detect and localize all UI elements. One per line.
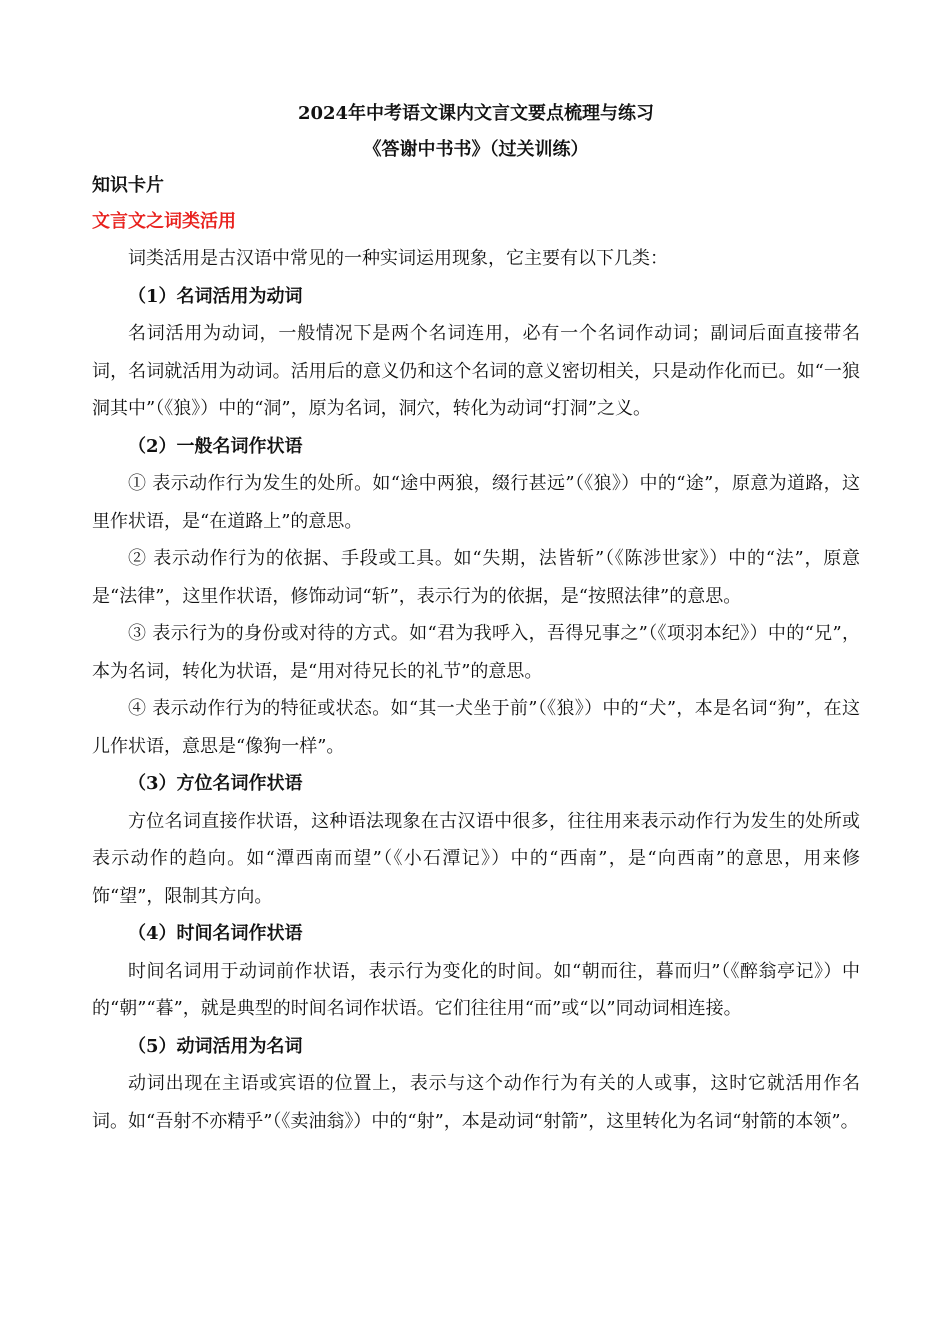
paragraph: ② 表示动作行为的依据、手段或工具。如“失期，法皆斩”（《陈涉世家》）中的“法”，原意是“法律”，这里作状语，修饰动词“斩”，表示行为的依据，是“按照法律”的意思。 [92,548,860,607]
paragraph: ③ 表示行为的身份或对待的方式。如“君为我呼入，吾得兄事之”（《项羽本纪》）中的“兄”，本为名词，转化为状语，是“用对待兄长的礼节”的意思。 [92,623,860,682]
heading-direction-noun: （3）方位名词作状语 [128,773,303,794]
heading-time-noun: （4）时间名词作状语 [128,923,303,944]
document-title: 2024年中考语文课内文言文要点梳理与练习 [297,103,655,124]
paragraph: 时间名词用于动词前作状语，表示行为变化的时间。如“朝而往，暮而归”（《醉翁亭记》）中的“朝”“暮”，就是典型的时间名词作状语。它们往往用“而”或“以”同动词相连接。 [92,960,860,1019]
paragraph: 名词活用为动词，一般情况下是两个名词连用，必有一个名词作动词；副词后面直接带名词，名词就活用为动词。活用后的意义仍和这个名词的意义密切相关，只是动作化而已。如“一狼洞其中”（《狼》）中的“洞”，原为名词，洞穴，转化为动词“打洞”之义。 [92,323,860,419]
paragraph: ① 表示动作行为发生的处所。如“途中两狼，缀行甚远”（《狼》）中的“途”，原意为道路，这里作状语，是“在道路上”的意思。 [92,473,860,532]
paragraph: ④ 表示动作行为的特征或状态。如“其一犬坐于前”（《狼》）中的“犬”，本是名词“狗”，在这儿作状语，意思是“像狗一样”。 [92,698,860,757]
heading-noun-as-adverbial: （2）一般名词作状语 [128,435,303,457]
card-label: 知识卡片 [92,175,164,196]
paragraph: 方位名词直接作状语，这种语法现象在古汉语中很多，往往用来表示动作行为发生的处所或表示动作的趋向。如“潭西南而望”（《小石潭记》）中的“西南”，是“向西南”的意思，用来修饰“望”，限制其方向。 [92,810,860,907]
heading-verb-as-noun: （5）动词活用为名词 [128,1035,303,1057]
paragraph: 动词出现在主语或宾语的位置上，表示与这个动作行为有关的人或事，这时它就活用作名词。如“吾射不亦精乎”（《卖油翁》）中的“射”，本是动词“射箭”，这里转化为名词“射箭的本领”。 [92,1073,860,1132]
section-title: 文言文之词类活用 [92,211,236,232]
intro-paragraph: 词类活用是古汉语中常见的一种实词运用现象，它主要有以下几类： [128,248,668,269]
heading-noun-as-verb: （1）名词活用为动词 [128,285,303,307]
document-subtitle: 《答谢中书书》（过关训练） [363,139,589,160]
